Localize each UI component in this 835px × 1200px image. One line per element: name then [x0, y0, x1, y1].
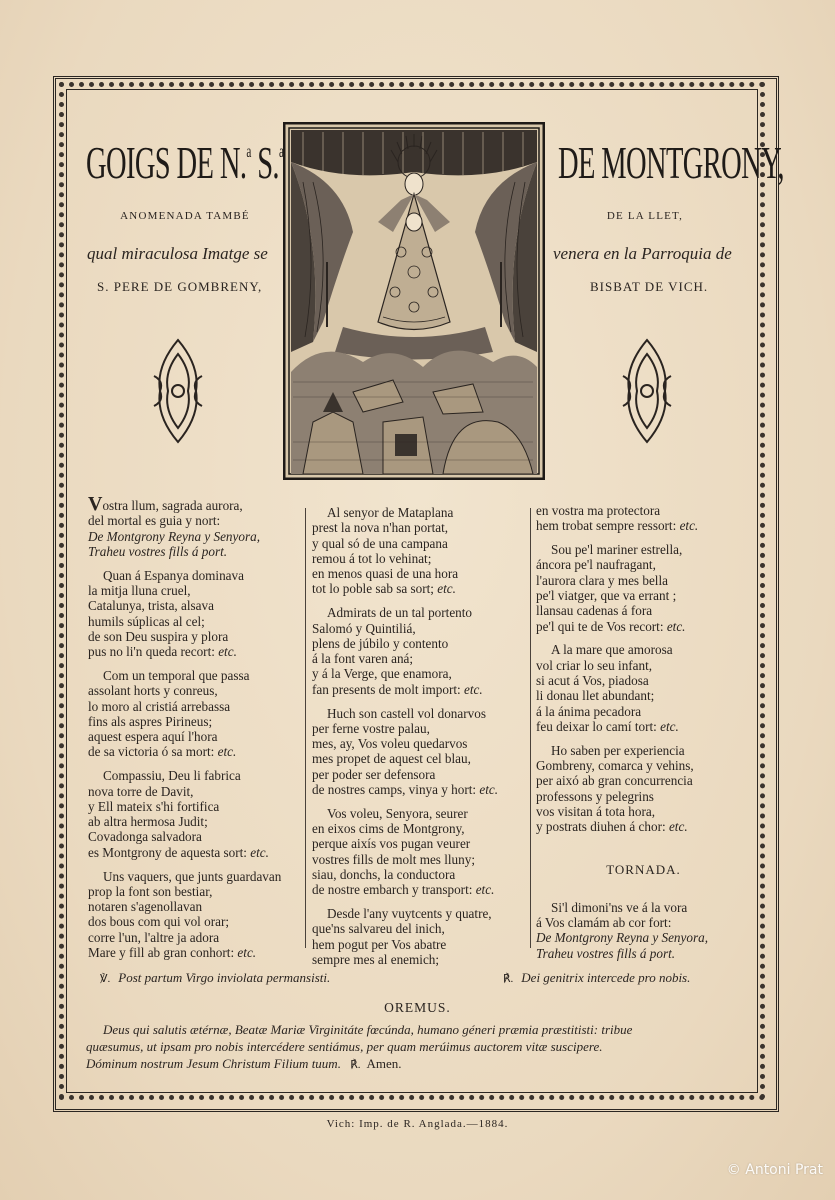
verse-line: Desde l'any vuytcents y quatre,: [327, 906, 492, 922]
stanza: [536, 503, 751, 534]
verse-line: en vostra ma protectora: [536, 503, 661, 518]
versicle: ℣. Post partum Virgo inviolata permansisti.: [100, 970, 331, 985]
verse-line: Com un temporal que passa: [103, 667, 250, 683]
verse-line: dos bous com qui vol orar;: [88, 914, 230, 930]
verse-line: tot lo poble sab sa sort; etc.: [312, 581, 456, 597]
verse-line: per poder ser defensora: [312, 766, 436, 782]
verse-line: es Montgrony de aquesta sort: etc.: [88, 844, 269, 860]
refrain-marker: etc.: [237, 945, 257, 961]
verse-column-3: [536, 503, 751, 969]
verse-line: ab altra hermosa Judit;: [88, 814, 208, 830]
verse-line: De Montgrony Reyna y Senyora,: [88, 528, 260, 544]
refrain-marker: etc.: [464, 681, 483, 697]
verse-line: Salomó y Quintiliá,: [312, 620, 416, 636]
verse-line: notaren s'agenollavan: [88, 899, 203, 915]
engraving-image: [283, 122, 545, 480]
stanza: [536, 642, 751, 734]
verse-line: remou á tot lo vehinat;: [312, 550, 432, 566]
verse-line: y postrats diuhen á chor: etc.: [536, 819, 688, 835]
imprint: Vich: Imp. de R. Anglada.—1884.: [326, 1118, 509, 1130]
verse-line: Catalunya, trista, alsava: [88, 598, 214, 614]
stanza: [312, 505, 527, 597]
verse-line: en menos quasi de una hora: [312, 566, 459, 582]
verse-line: per aixó ab gran concurrencia: [536, 773, 693, 789]
verse-line: aquest espera aquí l'hora: [88, 729, 218, 745]
refrain-marker: etc.: [479, 782, 499, 798]
verse-line: si acut á Vos, piadosa: [536, 672, 649, 688]
stanza: [88, 668, 303, 760]
verse-line: Si'l dimoni'ns ve á la vora: [551, 899, 688, 915]
verse-line: vostres fills de molt mes lluny;: [312, 851, 476, 867]
verse-line: pe'l qui te de Vos recort: etc.: [536, 618, 686, 634]
stanza: [312, 706, 527, 798]
verse-line: mes, ay, Vos voleu quedarvos: [312, 736, 468, 752]
title-right: DE MONTGRONY,: [558, 137, 784, 188]
verse-line: nova torre de Davit,: [88, 783, 194, 799]
verse-line: A la mare que amorosa: [551, 642, 673, 658]
verse-line: perque aixís vos pugan veurer: [312, 836, 471, 852]
verse-line: Huch son castell vol donarvos: [327, 705, 486, 721]
verse-line: y Ell mateix s'hi fortifica: [88, 798, 220, 814]
verse-line: vos visitan á tota hora,: [536, 803, 656, 819]
verse-line: humils súplicas al cel;: [88, 613, 205, 629]
verse-line: pus no li'n queda recort: etc.: [88, 644, 237, 660]
verse-line: la mitja lluna cruel,: [88, 582, 191, 598]
verse-line: del mortal es guia y nort:: [88, 513, 221, 529]
verse-line: per ferne vostre palau,: [312, 720, 430, 736]
verse-line: Quan á Espanya dominava: [103, 567, 244, 583]
verse-line: Gombreny, comarca y vehins,: [536, 757, 694, 773]
watermark: © Antoni Prat: [726, 1162, 823, 1178]
verse-line: Compassiu, Deu li fabrica: [103, 768, 241, 784]
verse-line: á la font varen aná;: [312, 651, 414, 667]
verse-line: Traheu vostres fills á port.: [536, 945, 676, 961]
verse-line: y qual só de una campana: [312, 535, 448, 551]
verse-column-2: [312, 505, 527, 976]
stanza: [88, 869, 303, 961]
verse-line: Traheu vostres fills á port.: [88, 543, 228, 559]
stanza: [88, 568, 303, 660]
verse-line: siau, donchs, la conductora: [312, 867, 456, 883]
refrain-marker: etc.: [475, 882, 495, 898]
prayer-line: quæsumus, ut ipsam pro nobis intercédere sentiámus, per quam merúimus auctorem vitæ suscipere.: [86, 1039, 603, 1054]
verse-line: á la ánima pecadora: [536, 703, 642, 719]
verse-line: fan presents de molt import: etc.: [312, 681, 483, 697]
title-left: GOIGS DE N.$^a$ S.$^a$: [86, 137, 284, 188]
verse-line: lo moro al cristiá arrebassa: [88, 698, 231, 714]
stanza: [536, 542, 751, 634]
prayer-line: Deus qui salutis ætérnæ, Beatæ Mariæ Virginitáte fœcúnda, humano géneri præmia præstitisti: tribue: [103, 1022, 633, 1037]
ornament-left-icon: [150, 336, 206, 446]
oremus-heading: OREMUS.: [384, 1000, 451, 1015]
verse-line: Mare y fill ab gran conhort: etc.: [88, 945, 257, 961]
refrain-marker: etc.: [218, 644, 237, 660]
verse-line: que'ns salvareu del inich,: [312, 921, 445, 937]
refrain-marker: etc.: [250, 844, 269, 860]
verse-line: Uns vaquers, que junts guardavan: [103, 868, 282, 884]
verse-line: sempre mes al enemich;: [312, 952, 440, 968]
verse-line: prest la nova n'han portat,: [312, 520, 449, 536]
verse-line: Sou pe'l mariner estrella,: [551, 542, 683, 558]
verse-line: de nostre embarch y transport: etc.: [312, 882, 495, 898]
verse-line: de son Deu suspira y plora: [88, 628, 229, 644]
stanza: [88, 768, 303, 860]
verse-line: Admirats de un tal portento: [327, 605, 473, 621]
subtitle-right-italic: venera en la Parroquia de: [553, 244, 732, 263]
verse-line: y á la Verge, que enamora,: [312, 666, 452, 682]
verse-line: Al senyor de Mataplana: [327, 505, 454, 520]
verse-line: Covadonga salvadora: [88, 829, 202, 845]
subtitle-right-place: BISBAT DE VICH.: [590, 279, 709, 294]
column-divider: [530, 508, 531, 948]
refrain-marker: etc.: [679, 518, 699, 534]
prayer-line: Dóminum nostrum Jesum Christum Filium tuum. ℟. Amen.: [86, 1056, 402, 1071]
verse-line: mes propet de aquest cel blau,: [312, 751, 471, 767]
verse-line: professons y pelegrins: [536, 788, 654, 804]
verse-line: á Vos clamám ab cor fort:: [536, 915, 672, 931]
ornament-right-icon: [619, 336, 675, 446]
verse-line: De Montgrony Reyna y Senyora,: [536, 930, 708, 946]
verse-line: llansau cadenas á fora: [536, 603, 653, 619]
verse-line: áncora pe'l naufragant,: [536, 557, 656, 573]
prayer-text: [86, 1021, 746, 1074]
refrain-marker: etc.: [666, 618, 686, 634]
verse-line: l'aurora clara y mes bella: [536, 572, 668, 588]
verse-line: hem trobat sempre ressort: etc.: [536, 518, 699, 534]
verse-line: prop la font son bestiar,: [88, 883, 213, 899]
verse-line: corre l'un, l'altre ja adora: [88, 929, 220, 945]
column-divider: [305, 508, 306, 948]
refrain-marker: etc.: [437, 581, 456, 597]
refrain-marker: etc.: [660, 718, 679, 734]
verse-line: en eixos cims de Montgrony,: [312, 821, 465, 837]
refrain-marker: etc.: [217, 744, 237, 760]
stanza: [312, 806, 527, 898]
stanza: [88, 493, 303, 559]
stanza: [536, 743, 751, 835]
verse-line: de nostres camps, vinya y hort: etc.: [312, 782, 499, 798]
stanza: [312, 605, 527, 697]
subtitle-right-caps: DE LA LLET,: [606, 210, 684, 222]
subtitle-left-caps: ANOMENADA TAMBÉ: [120, 210, 250, 222]
drop-initial: V: [88, 493, 103, 515]
stanza: [312, 906, 527, 967]
verse-line: vol criar lo seu infant,: [536, 657, 653, 673]
subtitle-left-italic: qual miraculosa Imatge se: [87, 244, 268, 263]
verse-line: de sa victoria ó sa mort: etc.: [88, 744, 237, 760]
verse-line: hem pogut per Vos abatre: [312, 936, 447, 952]
verse-line: Vostra llum, sagrada aurora,: [88, 493, 243, 515]
tornada-heading: TORNADA.: [606, 862, 681, 878]
verse-line: pe'l viatger, que va errant ;: [536, 587, 677, 603]
response: ℟. Dei genitrix intercede pro nobis.: [503, 970, 691, 985]
verse-line: Vos voleu, Senyora, seurer: [327, 805, 468, 821]
refrain-marker: etc.: [668, 819, 688, 835]
verse-line: assolant horts y conreus,: [88, 683, 218, 699]
verse-line: feu deixar lo camí tort: etc.: [536, 718, 679, 734]
subtitle-left-place: S. PERE DE GOMBRENY,: [97, 279, 263, 294]
verse-column-1: [88, 493, 303, 969]
verse-line: fins als aspres Pirineus;: [88, 713, 213, 729]
verse-line: Ho saben per experiencia: [551, 742, 685, 758]
verse-line: plens de júbilo y contento: [312, 635, 449, 651]
stanza: [536, 862, 751, 960]
verse-line: li donau llet abundant;: [536, 688, 655, 704]
